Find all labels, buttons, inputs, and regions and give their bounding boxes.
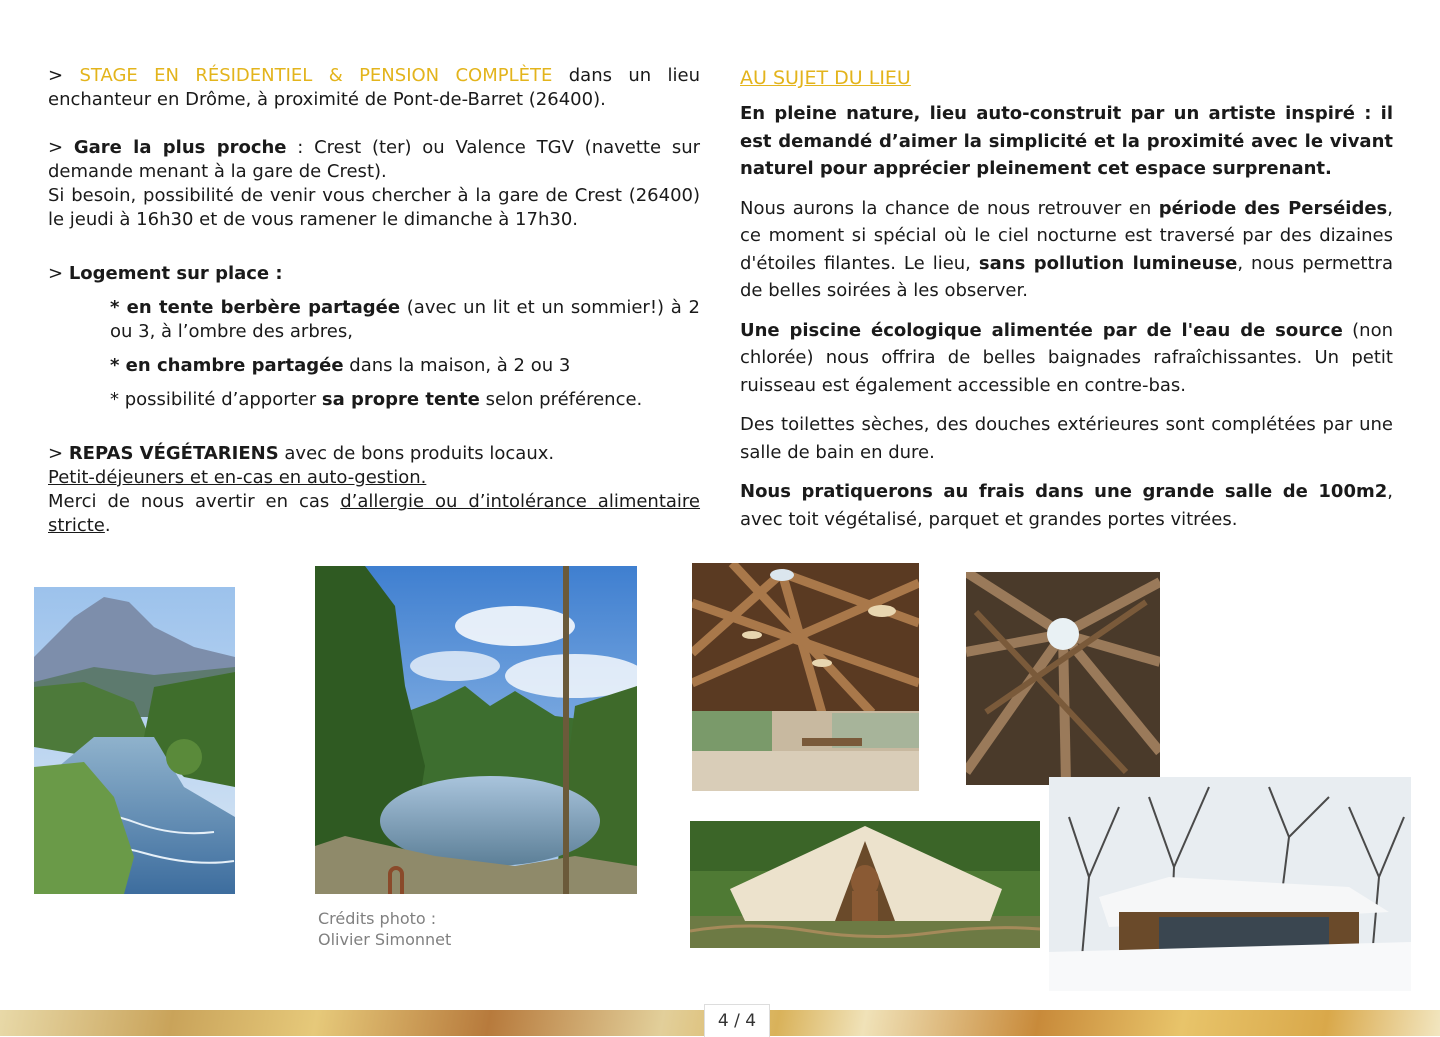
perseides-paragraph: Nous aurons la chance de nous retrouver en période des Perséides, ce moment si spécial où le ciel nocturne est traversé par des dizaines d'étoiles filantes. Le lieu, sans pollution lumineuse, nous permettra de belles soirées à les observer. xyxy=(740,197,1393,301)
lodging-item-own-tent: * possibilité d’apporter sa propre tente selon préférence. xyxy=(110,389,643,410)
right-column xyxy=(740,64,1393,545)
wooden-roof-interior-photo xyxy=(692,563,919,791)
intro-paragraph: En pleine nature, lieu auto-construit par un artiste inspiré : il est demandé d’aimer la simplicité et la proximité avec le vivant naturel pour apprécier pleinement cet espace surprenant. xyxy=(740,103,1393,179)
natural-pool-image xyxy=(315,566,637,894)
bell-tent-photo xyxy=(690,821,1040,948)
practice-room-paragraph: Nous pratiquerons au frais dans une grande salle de 100m2, avec toit végétalisé, parquet et grandes portes vitrées. xyxy=(740,481,1393,530)
wooden-roof-interior-image xyxy=(692,563,919,791)
pool-paragraph: Une piscine écologique alimentée par de l'eau de source (non chlorée) nous offrira de belles baignades rafraîchissantes. Un petit ruisseau est également accessible en contre-bas. xyxy=(740,319,1394,396)
lodging-item-tent: * en tente berbère partagée (avec un lit et un sommier!) à 2 ou 3, à l’ombre des arbres, xyxy=(110,297,700,342)
section-title: AU SUJET DU LIEU xyxy=(740,67,911,89)
photo-credits xyxy=(318,908,451,950)
lodging-heading: > Logement sur place : xyxy=(48,263,283,284)
snowy-house-photo xyxy=(1049,777,1411,991)
credits-name: Olivier Simonnet xyxy=(318,930,452,949)
lodging-item-room: * en chambre partagée dans la maison, à 2 ou 3 xyxy=(110,355,571,376)
roof-skylight-photo xyxy=(966,572,1160,785)
page-number: 4 / 4 xyxy=(704,1004,770,1037)
river-mountain-photo xyxy=(34,587,235,894)
left-column xyxy=(48,64,700,538)
toilets-paragraph: Des toilettes sèches, des douches extérieures sont complétées par une salle de bain en dure. xyxy=(740,414,1393,463)
natural-pool-photo xyxy=(315,566,637,894)
station-paragraph: > Gare la plus proche : Crest (ter) ou Valence TGV (navette sur demande menant à la gare de Crest). xyxy=(48,137,700,182)
stage-paragraph: > STAGE EN RÉSIDENTIEL & PENSION COMPLÈTE dans un lieu enchanteur en Drôme, à proximité de Pont-de-Barret (26400). xyxy=(48,65,700,110)
roof-skylight-image xyxy=(966,572,1160,785)
allergy-note: Merci de nous avertir en cas d’allergie ou d’intolérance alimentaire stricte. xyxy=(48,491,701,536)
snowy-house-image xyxy=(1049,777,1411,991)
meals-paragraph: > REPAS VÉGÉTARIENS avec de bons produits locaux. xyxy=(48,443,555,464)
bell-tent-image xyxy=(690,821,1040,948)
river-mountain-image xyxy=(34,587,235,894)
credits-label: Crédits photo : xyxy=(318,909,437,928)
stage-highlight: STAGE EN RÉSIDENTIEL & PENSION COMPLÈTE xyxy=(79,65,553,86)
breakfast-note: Petit-déjeuners et en-cas en auto-gestion. xyxy=(48,467,427,488)
pickup-paragraph: Si besoin, possibilité de venir vous chercher à la gare de Crest (26400) le jeudi à 16h30 et de vous ramener le dimanche à 17h30. xyxy=(48,185,700,230)
